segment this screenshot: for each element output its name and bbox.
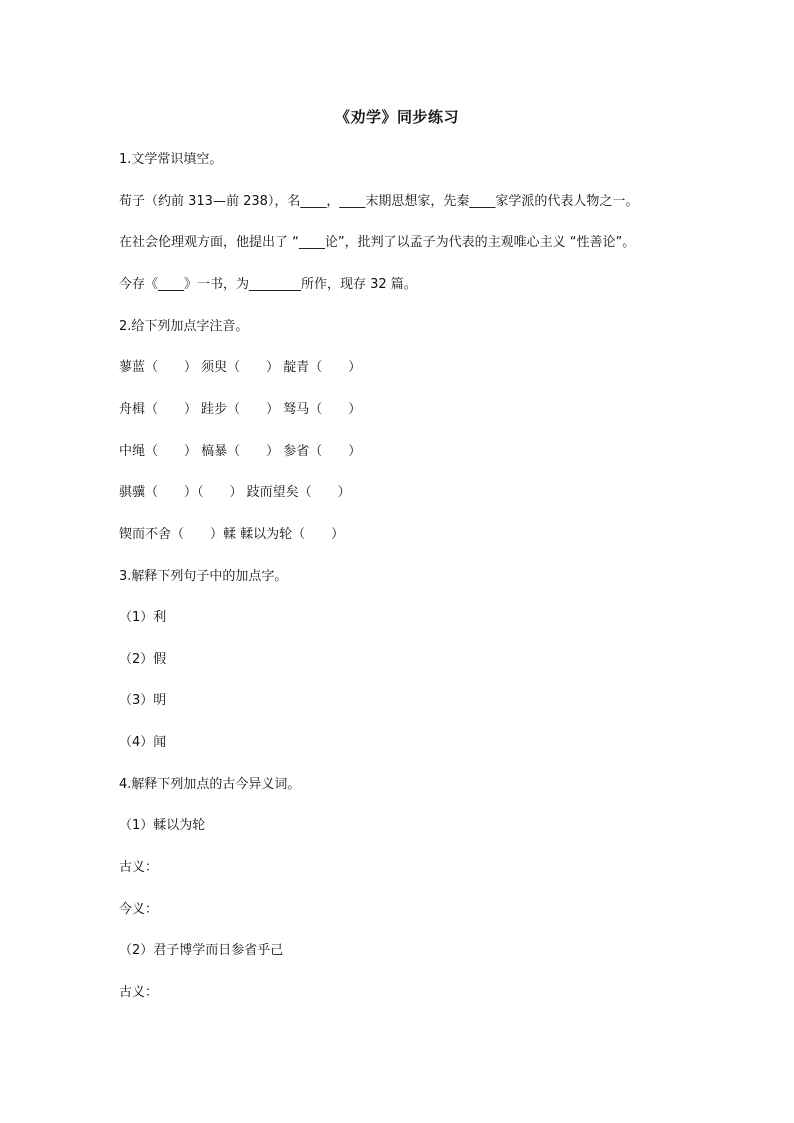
question-1-line-3: 今存《____》一书，为________所作，现存 32 篇。 — [119, 277, 417, 292]
question-1-heading: 1.文学常识填空。 — [119, 152, 223, 167]
question-4-item-2: （2）君子博学而日参省乎己 — [119, 943, 284, 958]
question-4-item-1-ancient: 古义： — [119, 860, 159, 875]
question-1-line-1: 荀子（约前 313—前 238），名____，____末期思想家，先秦____家学派的代表人物之一。 — [119, 194, 639, 209]
pinyin-row-2: 舟楫（ ） 跬步（ ） 驽马（ ） — [119, 402, 362, 417]
pinyin-row-1: 蓼蓝（ ） 须臾（ ） 靛青（ ） — [119, 360, 362, 375]
question-1-line-2: 在社会伦理观方面，他提出了 “____论”，批判了以孟子为代表的主观唯心主义 “性善论”。 — [119, 235, 636, 250]
question-4-heading: 4.解释下列加点的古今异义词。 — [119, 777, 301, 792]
question-3-item-4: （4）闻 — [119, 735, 167, 750]
question-3-item-2: （2）假 — [119, 652, 167, 667]
document-title: 《劝学》同步练习 — [334, 108, 459, 126]
pinyin-row-4: 骐骥（ ）（ ） 跂而望矣（ ） — [119, 485, 351, 500]
question-3-heading: 3.解释下列句子中的加点字。 — [119, 569, 288, 584]
pinyin-row-5: 锲而不舍（ ）輮 輮以为轮（ ） — [119, 527, 345, 542]
question-4-item-2-ancient: 古义： — [119, 985, 159, 1000]
question-3-item-1: （1）利 — [119, 610, 167, 625]
pinyin-row-3: 中绳（ ） 槁暴（ ） 参省（ ） — [119, 444, 362, 459]
question-4-item-1-modern: 今义： — [119, 902, 159, 917]
question-4-item-1: （1）輮以为轮 — [119, 818, 206, 833]
question-2-heading: 2.给下列加点字注音。 — [119, 319, 249, 334]
question-3-item-3: （3）明 — [119, 693, 167, 708]
